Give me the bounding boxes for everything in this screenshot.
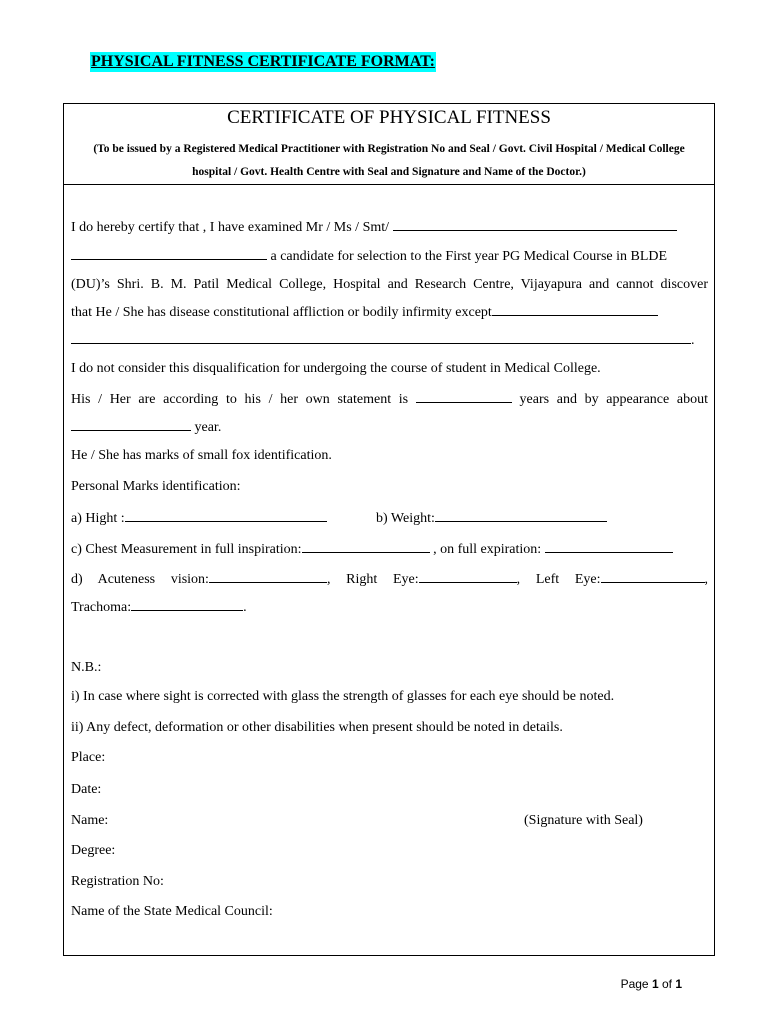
certificate-header xyxy=(64,104,714,185)
certificate-title: CERTIFICATE OF PHYSICAL FITNESS xyxy=(227,107,551,128)
nb-label: N.B.: xyxy=(71,660,102,675)
chest-inspiration-blank[interactable] xyxy=(302,540,430,553)
chest-label: c) Chest Measurement in full inspiration: xyxy=(71,542,302,557)
chest-expiration-blank[interactable] xyxy=(545,540,673,553)
council-label: Name of the State Medical Council: xyxy=(71,904,273,919)
weight-label: b) Weight: xyxy=(376,511,435,526)
identification-marks-line: He / She has marks of small fox identification. xyxy=(71,448,332,463)
trachoma-blank[interactable] xyxy=(131,598,243,611)
expiration-label: , on full expiration: xyxy=(433,542,542,557)
infirmity-blank[interactable] xyxy=(492,303,658,316)
trachoma-label: Trachoma: xyxy=(71,600,132,615)
examinee-name-blank[interactable] xyxy=(393,218,677,231)
certificate-subtitle: (To be issued by a Registered Medical Practitioner with Registration No and Seal / Govt. Civil Hospital / Medical College hospital / Govt. Health Centre with Seal and Signature and Name of the Doctor.) xyxy=(93,143,685,178)
hight-weight-line xyxy=(71,509,708,528)
chest-line xyxy=(71,540,708,559)
candidate-name-blank[interactable] xyxy=(71,247,267,260)
registration-label: Registration No: xyxy=(71,874,164,889)
college-line: (DU)’s Shri. B. M. Patil Medical College, Hospital and Research Centre, Vijayapura and cannot discover xyxy=(71,277,708,292)
except-text: that He / She has disease constitutional affliction or bodily infirmity except xyxy=(71,305,492,320)
comma-mark: , xyxy=(704,572,708,587)
left-eye-label: , Left Eye: xyxy=(516,572,601,587)
page-current: 1 xyxy=(651,977,659,991)
acuteness-label: d) Acuteness vision: xyxy=(71,572,209,587)
period-mark: . xyxy=(691,333,695,348)
page-total: 1 xyxy=(675,977,682,991)
note-defects: ii) Any defect, deformation or other disabilities when present should be noted in details. xyxy=(71,720,563,735)
age-appearance-text: years and by appearance about xyxy=(519,392,709,407)
continuation-line xyxy=(71,331,708,350)
age-line xyxy=(71,390,708,409)
age-appearance-blank[interactable] xyxy=(71,418,191,431)
trachoma-period: . xyxy=(243,600,247,615)
page-heading: PHYSICAL FITNESS CERTIFICATE FORMAT: xyxy=(91,53,435,70)
name-label: Name: xyxy=(71,813,109,828)
year-line xyxy=(71,418,708,437)
vision-line xyxy=(71,570,708,589)
trachoma-line xyxy=(71,598,708,617)
page-of: of xyxy=(658,977,676,991)
infirmity-continued-blank[interactable] xyxy=(71,331,691,344)
hight-blank[interactable] xyxy=(125,509,327,522)
certify-text: I do hereby certify that , I have examined Mr / Ms / Smt/ xyxy=(71,220,390,235)
year-text: year. xyxy=(194,420,222,435)
certificate-frame xyxy=(63,103,715,956)
left-eye-blank[interactable] xyxy=(601,570,705,583)
certify-line xyxy=(71,218,708,237)
candidate-text: a candidate for selection to the First year PG Medical Course in BLDE xyxy=(270,249,668,264)
place-label: Place: xyxy=(71,750,106,765)
note-glasses: i) In case where sight is corrected with glass the strength of glasses for each eye should be noted. xyxy=(71,689,615,704)
acuteness-blank[interactable] xyxy=(209,570,327,583)
except-line xyxy=(71,303,708,322)
personal-marks-line: Personal Marks identification: xyxy=(71,479,241,494)
signature-label: (Signature with Seal) xyxy=(524,813,643,828)
page-number xyxy=(621,977,682,991)
weight-blank[interactable] xyxy=(435,509,607,522)
weight-field xyxy=(376,509,607,528)
degree-label: Degree: xyxy=(71,843,116,858)
hight-label: a) Hight : xyxy=(71,511,125,526)
candidate-line xyxy=(71,247,708,266)
age-statement-text: His / Her are according to his / her own statement is xyxy=(71,392,409,407)
page-prefix: Page xyxy=(620,977,652,991)
date-label: Date: xyxy=(71,782,102,797)
right-eye-blank[interactable] xyxy=(419,570,517,583)
age-statement-blank[interactable] xyxy=(416,390,512,403)
right-eye-label: , Right Eye: xyxy=(326,572,419,587)
disqualification-line: I do not consider this disqualification for undergoing the course of student in Medical College. xyxy=(71,361,601,376)
